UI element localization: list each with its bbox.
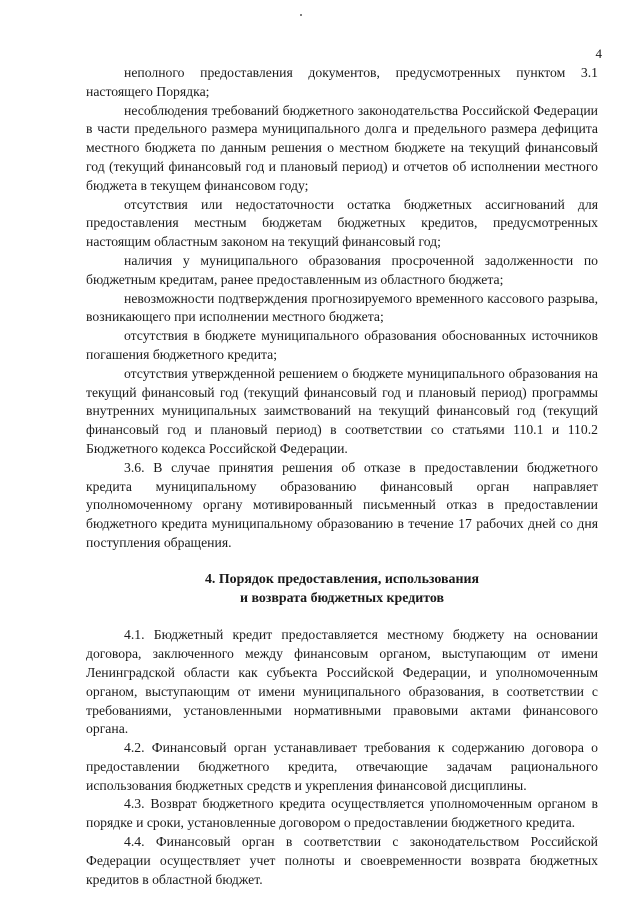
list-item: невозможности подтверждения прогнозируемого временного кассового разрыва, возникающего при исполнении местного бюджета; <box>86 290 598 325</box>
list-item: наличия у муниципального образования просроченной задолженности по бюджетным кредитам, ранее предоставленным из областного бюджета; <box>86 252 598 287</box>
paragraph-3-6: 3.6. В случае принятия решения об отказе в предоставлении бюджетного кредита муниципальному образованию финансовый орган направляет уполномоченному органу мотивированный письменный отказ в предоставлении бюджетного кредита муниципальному образованию в течение 17 рабочих дней со дня поступления обращения. <box>86 459 598 550</box>
paragraph-4-4: 4.4. Финансовый орган в соответствии с законодательством Российской Федерации осуществляет учет полноты и своевременности возврата бюджетных кредитов в областной бюджет. <box>86 834 598 887</box>
document-body <box>86 64 598 889</box>
list-item: отсутствия или недостаточности остатка бюджетных ассигнований для предоставления местным бюджетам бюджетных кредитов, предусмотренных настоящим областным законом на текущий финансовый год; <box>86 196 598 250</box>
list-item: отсутствия утвержденной решением о бюджете муниципального образования на текущий финансовый год (текущий финансовый год и плановый период) программы внутренних муниципальных заимствований на текущий финансовый год (текущий финансовый год и плановый период) в соответствии со статьями 110.1 и 110.2 Бюджетного кодекса Российской Федерации. <box>86 365 598 456</box>
section-4-title <box>86 571 598 609</box>
list-item: отсутствия в бюджете муниципального образования обоснованных источников погашения бюджетного кредита; <box>86 328 598 362</box>
scan-dot <box>300 14 302 16</box>
paragraph-4-3: 4.3. Возврат бюджетного кредита осуществляется уполномоченным органом в порядке и сроки, установленные договором о предоставлении бюджетного кредита. <box>86 796 598 831</box>
paragraph-4-1: 4.1. Бюджетный кредит предоставляется местному бюджету на основании договора, заключенного между финансовым органом, выступающим от имени Ленинградской области как субъекта Российской Федерации, и уполномоченным органом, выступающим от имени муниципального образования, в соответствии с требованиями, установленными нормативными правовыми актами финансового органа. <box>86 627 598 737</box>
list-item: неполного предоставления документов, предусмотренных пунктом 3.1 настоящего Порядка; <box>86 65 598 99</box>
paragraph-4-2: 4.2. Финансовый орган устанавливает требования к содержанию договора о предоставлении бюджетного кредита, отвечающие задачам рационального использования бюджетных средств и укрепления финансовой дисциплины. <box>86 740 598 793</box>
page-number: 4 <box>595 46 602 61</box>
list-item: несоблюдения требований бюджетного законодательства Российской Федерации в части предельного размера муниципального долга и предельного размера дефицита местного бюджета по данным решения о местном бюджете на текущий финансовый год (текущий финансовый год и плановый период) и отчетов об исполнении местного бюджета в текущем финансовом году; <box>86 102 598 193</box>
section-4-title-line-2: и возврата бюджетных кредитов <box>239 590 445 606</box>
section-4-title-line-1: 4. Порядок предоставления, использования <box>204 571 479 587</box>
